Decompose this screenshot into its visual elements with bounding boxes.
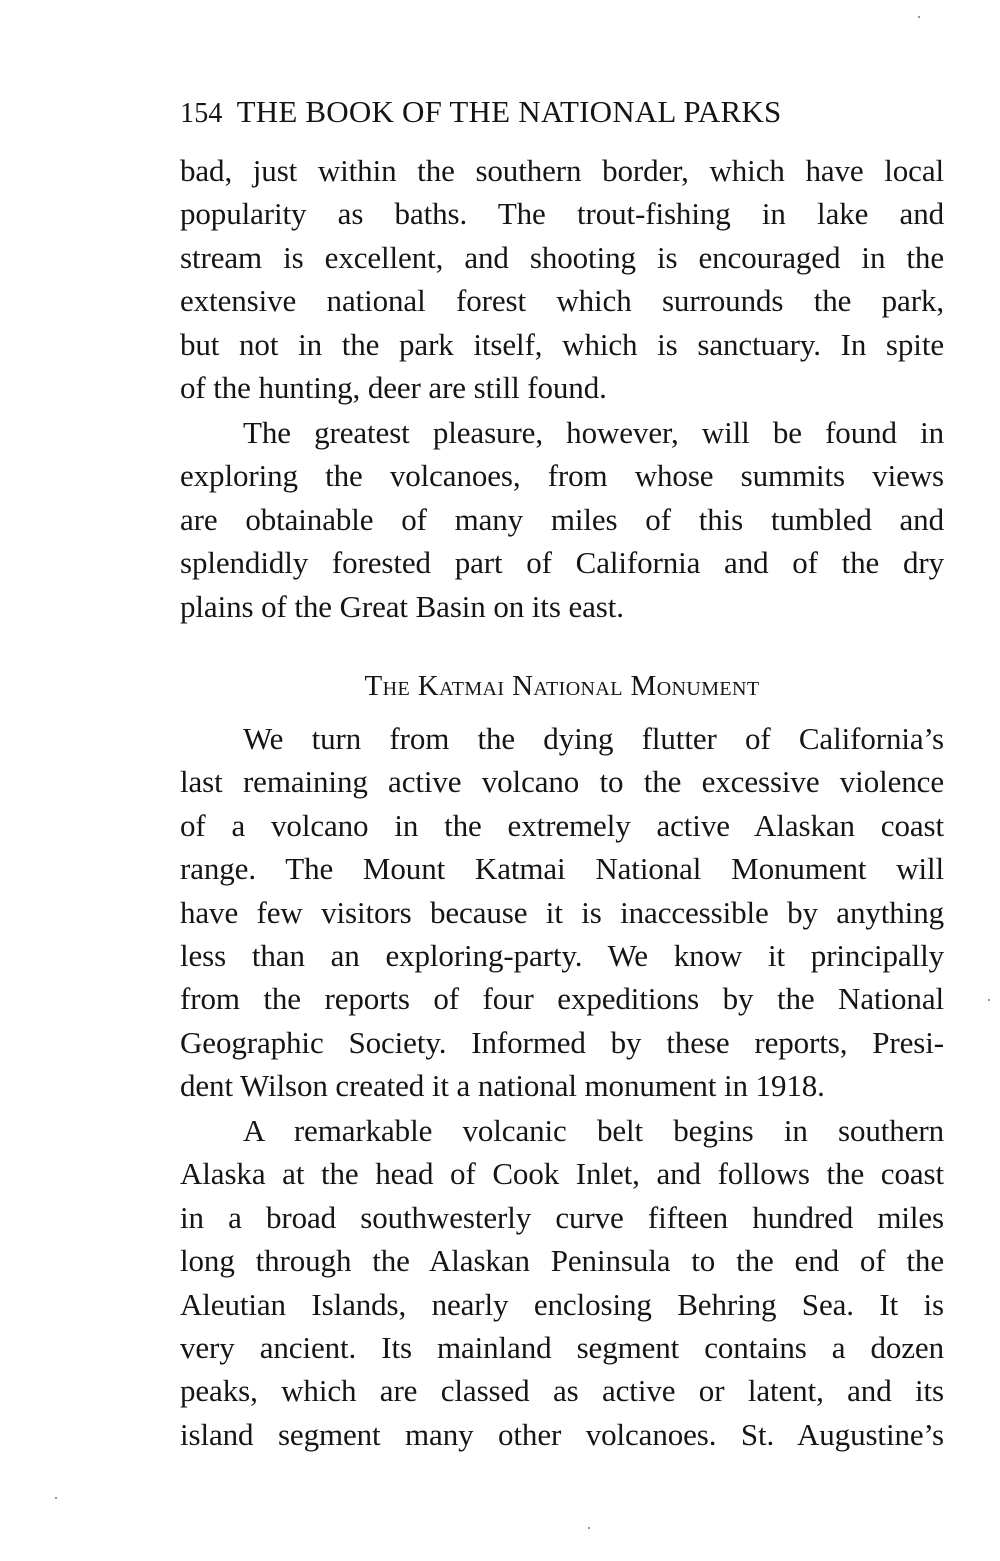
text-line: Alaska at the head of Cook Inlet, and follows the coast [180, 1156, 944, 1192]
text-line: The greatest pleasure, however, will be found in [243, 415, 944, 450]
text-line: peaks, which are classed as active or latent, and its [180, 1373, 944, 1409]
text-line: extensive national forest which surrounds the park, [180, 283, 944, 319]
scan-speck [988, 999, 990, 1001]
page-number: 154 [180, 98, 223, 129]
text-line: splendidly forested part of California and of the dry [180, 545, 944, 581]
text-line: last remaining active volcano to the excessive violence [180, 764, 944, 800]
text-line: exploring the volcanoes, from whose summits views [180, 458, 944, 494]
text-line: dent Wilson created it a national monument in 1918. [180, 1068, 825, 1104]
scan-speck [55, 1497, 57, 1499]
text-line: but not in the park itself, which is sanctuary. In spite [180, 326, 944, 362]
paragraph-volcanic-belt [180, 1109, 944, 1456]
text-line: are obtainable of many miles of this tumbled and [180, 501, 944, 537]
text-line: island segment many other volcanoes. St. Augustine’s [180, 1416, 944, 1452]
text-line: long through the Alaskan Peninsula to the end of the [180, 1243, 944, 1279]
paragraph-katmai [180, 717, 944, 1108]
scan-speck [918, 16, 920, 18]
text-line: very ancient. Its mainland segment contains a dozen [180, 1329, 944, 1365]
running-head [180, 90, 944, 134]
text-line: Aleutian Islands, nearly enclosing Behring Sea. It is [180, 1286, 944, 1322]
section-heading: The Katmai National Monument [364, 670, 760, 702]
text-line: plains of the Great Basin on its east. [180, 588, 624, 624]
text-line: have few visitors because it is inaccessible by anything [180, 894, 944, 930]
paragraph-continuation [180, 149, 944, 409]
text-line: bad, just within the southern border, which have local [180, 153, 944, 188]
text-line: Geographic Society. Informed by these reports, Presi- [180, 1024, 944, 1060]
text-line: We turn from the dying flutter of California’s [243, 721, 944, 756]
scan-speck [588, 1527, 590, 1529]
text-line: of the hunting, deer are still found. [180, 369, 607, 405]
text-line: in a broad southwesterly curve fifteen hundred miles [180, 1199, 944, 1235]
text-line: stream is excellent, and shooting is encouraged in the [180, 239, 944, 275]
text-line: of a volcano in the extremely active Alaskan coast [180, 807, 944, 843]
text-line: range. The Mount Katmai National Monument will [180, 851, 944, 887]
paragraph-volcanoes [180, 411, 944, 628]
book-title: THE BOOK OF THE NATIONAL PARKS [236, 94, 782, 129]
text-line: from the reports of four expeditions by the National [180, 981, 944, 1017]
text-line: A remarkable volcanic belt begins in southern [243, 1113, 944, 1148]
text-line: less than an exploring-party. We know it principally [180, 937, 944, 973]
text-line: popularity as baths. The trout-fishing in lake and [180, 196, 944, 232]
